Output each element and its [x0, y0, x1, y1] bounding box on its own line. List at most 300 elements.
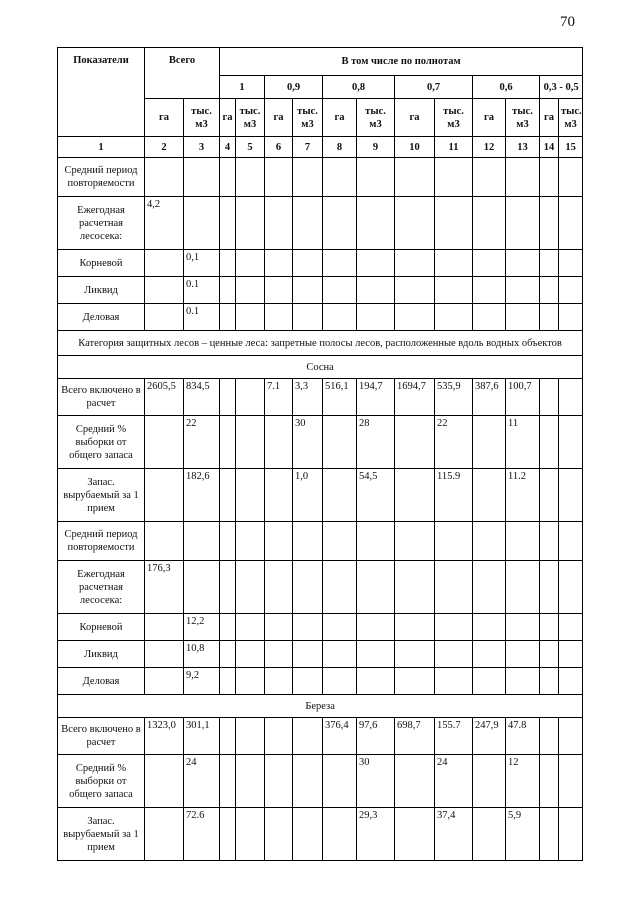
table-cell: 29,3: [357, 808, 395, 861]
table-cell: [323, 641, 357, 668]
row-label: Средний период повторяемости: [58, 522, 145, 561]
unit-header: га: [473, 99, 506, 137]
table-cell: [506, 641, 540, 668]
table-cell: [559, 614, 583, 641]
table-cell: [236, 379, 265, 416]
table-cell: [220, 755, 236, 808]
table-cell: 0.1: [184, 277, 220, 304]
row-label: Всего включено в расчет: [58, 718, 145, 755]
table-row: [58, 522, 583, 561]
unit-header: га: [145, 99, 184, 137]
table-cell: [265, 277, 293, 304]
table-cell: [540, 469, 559, 522]
column-number: 14: [540, 137, 559, 158]
table-cell: [357, 158, 395, 197]
table-cell: [220, 808, 236, 861]
table-cell: [395, 614, 435, 641]
unit-header: тыс. м3: [357, 99, 395, 137]
table-cell: 155.7: [435, 718, 473, 755]
table-cell: [293, 641, 323, 668]
density-header: 0,6: [473, 76, 540, 99]
table-row: [58, 808, 583, 861]
table-cell: [473, 304, 506, 331]
row-label: Всего включено в расчет: [58, 379, 145, 416]
table-cell: [473, 614, 506, 641]
table-cell: 182,6: [184, 469, 220, 522]
table-cell: 47.8: [506, 718, 540, 755]
table-cell: 7.1: [265, 379, 293, 416]
table-cell: [473, 641, 506, 668]
table-row: [58, 197, 583, 250]
table-cell: [506, 614, 540, 641]
table-cell: [236, 158, 265, 197]
column-number: 11: [435, 137, 473, 158]
table-cell: 516,1: [323, 379, 357, 416]
table-cell: [145, 755, 184, 808]
forest-table: [57, 47, 583, 861]
table-row: [58, 356, 583, 379]
category-note: Категория защитных лесов – ценные леса: запретные полосы лесов, расположенные вдоль водных объектов: [58, 331, 583, 356]
table-cell: [473, 250, 506, 277]
table-cell: [323, 808, 357, 861]
table-cell: 37,4: [435, 808, 473, 861]
table-cell: [236, 755, 265, 808]
table-cell: 24: [184, 755, 220, 808]
table-cell: [145, 416, 184, 469]
table-cell: [473, 469, 506, 522]
table-cell: [145, 158, 184, 197]
table-cell: [220, 416, 236, 469]
table-cell: [435, 197, 473, 250]
table-row: [58, 304, 583, 331]
unit-header: га: [540, 99, 559, 137]
density-header: 1: [220, 76, 265, 99]
table-cell: 30: [293, 416, 323, 469]
table-row: [58, 469, 583, 522]
row-label: Ликвид: [58, 641, 145, 668]
table-cell: 97,6: [357, 718, 395, 755]
unit-header: га: [323, 99, 357, 137]
table-cell: [236, 277, 265, 304]
table-cell: 24: [435, 755, 473, 808]
density-header: 0,7: [395, 76, 473, 99]
row-label: Средний % выборки от общего запаса: [58, 416, 145, 469]
table-cell: [236, 522, 265, 561]
table-cell: [540, 250, 559, 277]
table-cell: [395, 522, 435, 561]
table-cell: [293, 561, 323, 614]
table-cell: [265, 561, 293, 614]
table-cell: [323, 158, 357, 197]
row-label: Запас. вырубаемый за 1 прием: [58, 469, 145, 522]
table-cell: [506, 197, 540, 250]
table-cell: [559, 379, 583, 416]
table-cell: [265, 755, 293, 808]
column-number: 5: [236, 137, 265, 158]
table-cell: 1,0: [293, 469, 323, 522]
table-cell: 3,3: [293, 379, 323, 416]
table-cell: [323, 250, 357, 277]
table-cell: [145, 614, 184, 641]
table-cell: [323, 197, 357, 250]
table-cell: [357, 668, 395, 695]
table-cell: [473, 808, 506, 861]
table-cell: [145, 277, 184, 304]
table-row: [58, 755, 583, 808]
table-cell: [236, 304, 265, 331]
unit-header: тыс. м3: [184, 99, 220, 137]
table-cell: [473, 158, 506, 197]
row-label: Ежегодная расчетная лесосека:: [58, 197, 145, 250]
table-cell: [145, 668, 184, 695]
table-cell: [559, 304, 583, 331]
table-cell: [540, 718, 559, 755]
table-cell: [236, 416, 265, 469]
column-number: 9: [357, 137, 395, 158]
column-number: 13: [506, 137, 540, 158]
table-cell: [293, 304, 323, 331]
table-cell: [293, 158, 323, 197]
table-cell: [236, 469, 265, 522]
table-cell: 834,5: [184, 379, 220, 416]
table-cell: [395, 808, 435, 861]
table-cell: [145, 250, 184, 277]
table-cell: [265, 614, 293, 641]
column-number: 2: [145, 137, 184, 158]
table-cell: [220, 277, 236, 304]
density-header: 0,9: [265, 76, 323, 99]
table-cell: 11.2: [506, 469, 540, 522]
row-label: Корневой: [58, 250, 145, 277]
table-cell: [323, 469, 357, 522]
table-cell: 247,9: [473, 718, 506, 755]
table-cell: [293, 755, 323, 808]
table-cell: [220, 250, 236, 277]
table-cell: [540, 641, 559, 668]
column-number: 8: [323, 137, 357, 158]
table-cell: [220, 379, 236, 416]
table-cell: [265, 250, 293, 277]
table-cell: [357, 641, 395, 668]
table-cell: [559, 561, 583, 614]
table-cell: [473, 277, 506, 304]
table-cell: [540, 304, 559, 331]
row-label: Средний период повторяемости: [58, 158, 145, 197]
table-cell: [540, 158, 559, 197]
table-cell: [395, 641, 435, 668]
table-cell: 30: [357, 755, 395, 808]
table-cell: [435, 158, 473, 197]
table-cell: [559, 641, 583, 668]
table-cell: 11: [506, 416, 540, 469]
table-cell: [540, 416, 559, 469]
table-cell: [473, 522, 506, 561]
table-cell: [395, 304, 435, 331]
column-number: 3: [184, 137, 220, 158]
table-cell: [473, 668, 506, 695]
column-number: 4: [220, 137, 236, 158]
table-cell: [559, 718, 583, 755]
table-row: [58, 416, 583, 469]
unit-header: га: [220, 99, 236, 137]
table-cell: [559, 668, 583, 695]
table-row: [58, 158, 583, 197]
table-cell: [357, 304, 395, 331]
unit-header: тыс. м3: [506, 99, 540, 137]
table-cell: [357, 614, 395, 641]
table-cell: [265, 522, 293, 561]
table-cell: [559, 522, 583, 561]
table-cell: [323, 561, 357, 614]
table-cell: [293, 614, 323, 641]
table-cell: [145, 641, 184, 668]
row-label: Корневой: [58, 614, 145, 641]
table-cell: [357, 277, 395, 304]
column-number: 1: [58, 137, 145, 158]
table-cell: [506, 250, 540, 277]
table-cell: [540, 379, 559, 416]
table-cell: [395, 668, 435, 695]
table-cell: [236, 614, 265, 641]
table-cell: [220, 668, 236, 695]
table-cell: 54,5: [357, 469, 395, 522]
table-cell: 22: [435, 416, 473, 469]
table-row: [58, 277, 583, 304]
header-indicators: Показатели: [58, 48, 145, 137]
table-cell: [473, 197, 506, 250]
table-row: [58, 614, 583, 641]
table-cell: [435, 668, 473, 695]
table-cell: [220, 522, 236, 561]
table-cell: 698,7: [395, 718, 435, 755]
table-cell: [559, 808, 583, 861]
table-cell: 9,2: [184, 668, 220, 695]
row-label: Запас. вырубаемый за 1 прием: [58, 808, 145, 861]
table-cell: [357, 522, 395, 561]
table-cell: [265, 197, 293, 250]
table-cell: [265, 718, 293, 755]
density-header: 0,3 - 0,5: [540, 76, 583, 99]
table-cell: [145, 808, 184, 861]
table-cell: [506, 158, 540, 197]
table-cell: 301,1: [184, 718, 220, 755]
table-cell: 1323,0: [145, 718, 184, 755]
table-cell: [395, 416, 435, 469]
table-cell: [220, 197, 236, 250]
table-cell: [473, 755, 506, 808]
table-cell: [220, 561, 236, 614]
column-number: 6: [265, 137, 293, 158]
table-cell: [506, 561, 540, 614]
table-cell: [357, 250, 395, 277]
table-cell: 10,8: [184, 641, 220, 668]
table-cell: [395, 469, 435, 522]
table-cell: [435, 304, 473, 331]
table-row: [58, 668, 583, 695]
table-cell: [540, 197, 559, 250]
column-number: 7: [293, 137, 323, 158]
table-cell: [559, 416, 583, 469]
table-row: [58, 561, 583, 614]
table-cell: 5,9: [506, 808, 540, 861]
table-cell: 28: [357, 416, 395, 469]
table-cell: [265, 641, 293, 668]
species-section-title: Береза: [58, 695, 583, 718]
unit-header: га: [265, 99, 293, 137]
species-section-title: Сосна: [58, 356, 583, 379]
table-cell: [236, 197, 265, 250]
table-cell: 0,1: [184, 250, 220, 277]
table-row: [58, 250, 583, 277]
table-cell: [395, 158, 435, 197]
table-body: [58, 158, 583, 861]
table-cell: [323, 304, 357, 331]
table-cell: [395, 197, 435, 250]
table-cell: [293, 250, 323, 277]
header-by-density: В том числе по полнотам: [220, 48, 583, 76]
table-cell: [435, 561, 473, 614]
table-cell: [435, 614, 473, 641]
table-cell: [559, 197, 583, 250]
table-cell: [265, 304, 293, 331]
table-cell: [236, 718, 265, 755]
table-cell: [540, 277, 559, 304]
table-cell: [540, 561, 559, 614]
table-cell: [395, 277, 435, 304]
table-cell: [220, 641, 236, 668]
density-header: 0,8: [323, 76, 395, 99]
table-cell: 535,9: [435, 379, 473, 416]
unit-header: тыс. м3: [435, 99, 473, 137]
table-cell: 1694,7: [395, 379, 435, 416]
table-row: [58, 641, 583, 668]
table-cell: [220, 469, 236, 522]
table-cell: [506, 668, 540, 695]
table-cell: [395, 561, 435, 614]
table-cell: [540, 522, 559, 561]
table-cell: 194,7: [357, 379, 395, 416]
table-cell: [184, 197, 220, 250]
table-cell: [323, 416, 357, 469]
unit-header: тыс. м3: [559, 99, 583, 137]
table-header: [58, 48, 583, 158]
table-cell: [540, 755, 559, 808]
table-cell: [220, 614, 236, 641]
table-cell: [323, 668, 357, 695]
row-label: Деловая: [58, 304, 145, 331]
table-cell: [559, 755, 583, 808]
table-cell: [473, 416, 506, 469]
table-cell: 72.6: [184, 808, 220, 861]
table-cell: [559, 250, 583, 277]
table-cell: [236, 250, 265, 277]
table-cell: 100,7: [506, 379, 540, 416]
table-cell: [540, 808, 559, 861]
table-cell: [357, 561, 395, 614]
table-row: [58, 379, 583, 416]
table-cell: [236, 561, 265, 614]
table-cell: [265, 416, 293, 469]
table-cell: [236, 808, 265, 861]
table-cell: [506, 277, 540, 304]
table-cell: [236, 668, 265, 695]
table-cell: [506, 304, 540, 331]
table-cell: 22: [184, 416, 220, 469]
row-label: Ежегодная расчетная лесосека:: [58, 561, 145, 614]
table-cell: [559, 469, 583, 522]
table-cell: [293, 808, 323, 861]
unit-header: тыс. м3: [293, 99, 323, 137]
page-number: 70: [560, 14, 575, 30]
table-row: [58, 718, 583, 755]
table-cell: [435, 641, 473, 668]
column-number: 12: [473, 137, 506, 158]
table-cell: [293, 277, 323, 304]
table-cell: [323, 614, 357, 641]
table-cell: [220, 304, 236, 331]
row-label: Средний % выборки от общего запаса: [58, 755, 145, 808]
table-cell: [293, 197, 323, 250]
table-cell: 12,2: [184, 614, 220, 641]
table-cell: [435, 277, 473, 304]
table-cell: [220, 718, 236, 755]
table-cell: [220, 158, 236, 197]
table-cell: [395, 755, 435, 808]
unit-header: га: [395, 99, 435, 137]
table-cell: [236, 641, 265, 668]
table-cell: [559, 277, 583, 304]
table-cell: [323, 522, 357, 561]
table-cell: [184, 522, 220, 561]
table-row: [58, 695, 583, 718]
table-cell: [145, 304, 184, 331]
table-cell: [265, 158, 293, 197]
table-cell: [357, 197, 395, 250]
table-cell: 387,6: [473, 379, 506, 416]
table-cell: [265, 668, 293, 695]
table-cell: [435, 250, 473, 277]
table-cell: [395, 250, 435, 277]
table-cell: [323, 277, 357, 304]
row-label: Ликвид: [58, 277, 145, 304]
column-number: 10: [395, 137, 435, 158]
table-cell: [265, 469, 293, 522]
table-cell: [323, 755, 357, 808]
table-cell: [265, 808, 293, 861]
table-cell: [145, 469, 184, 522]
table-cell: [473, 561, 506, 614]
table-cell: 176,3: [145, 561, 184, 614]
table-cell: 376,4: [323, 718, 357, 755]
header-total: Всего: [145, 48, 220, 99]
table-cell: [540, 614, 559, 641]
table-cell: [293, 718, 323, 755]
table-cell: 4,2: [145, 197, 184, 250]
row-label: Деловая: [58, 668, 145, 695]
table-cell: [184, 561, 220, 614]
table-cell: 2605,5: [145, 379, 184, 416]
table-cell: [559, 158, 583, 197]
table-cell: [540, 668, 559, 695]
table-cell: [506, 522, 540, 561]
table-row: [58, 331, 583, 356]
table-cell: [145, 522, 184, 561]
table-cell: 0.1: [184, 304, 220, 331]
table-cell: 12: [506, 755, 540, 808]
column-number: 15: [559, 137, 583, 158]
table-cell: [293, 668, 323, 695]
unit-header: тыс. м3: [236, 99, 265, 137]
